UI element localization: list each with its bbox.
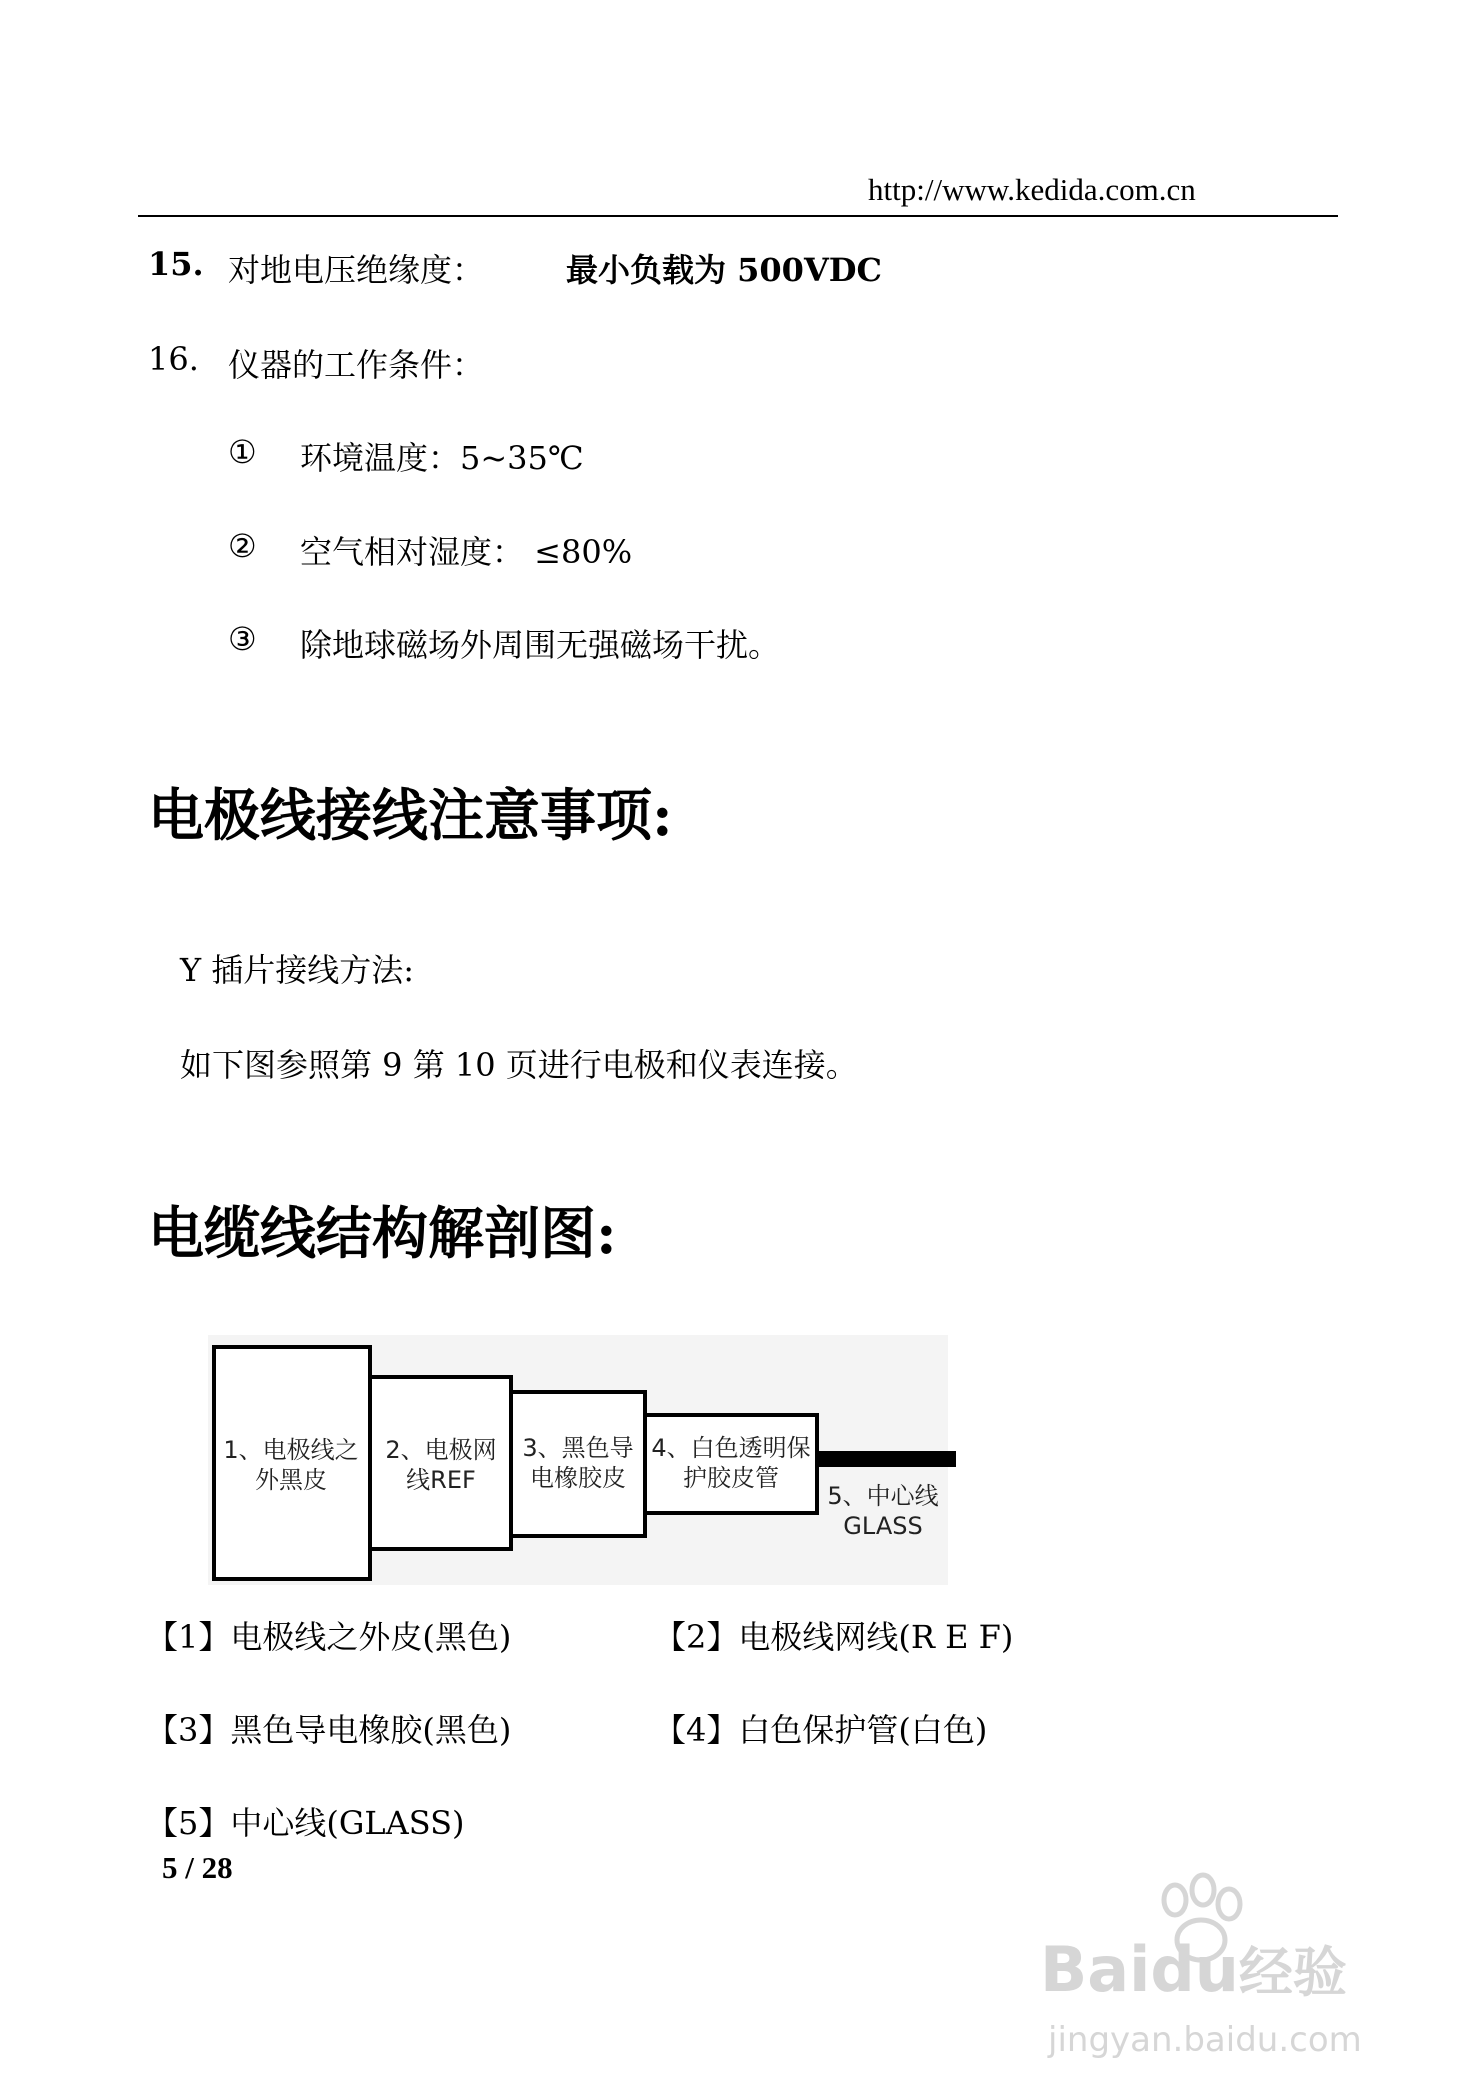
watermark-brand2: du <box>1150 1933 1239 2006</box>
spec-15-number: 15. <box>148 245 204 283</box>
section-heading-wiring: 电极线接线注意事项: <box>148 783 673 849</box>
legend-item-4: 【4】白色保护管(白色) <box>654 1711 988 1749</box>
legend-item-1: 【1】电极线之外皮(黑色) <box>146 1618 512 1656</box>
condition-3-text: 除地球磁场外周围无强磁场干扰。 <box>300 626 781 664</box>
condition-2-mark: ② <box>228 527 257 565</box>
cable-label-5-line2: GLASS <box>843 1512 923 1540</box>
spec-15-label: 对地电压绝缘度： <box>228 251 485 289</box>
condition-3-mark: ③ <box>228 620 257 658</box>
cable-label-1-line2: 外黑皮 <box>255 1466 327 1494</box>
watermark-suffix: 经验 <box>1238 1941 1347 2004</box>
wiring-reference-line: 如下图参照第 9 第 10 页进行电极和仪表连接。 <box>180 1046 858 1084</box>
cable-label-1-line1: 1、电极线之 <box>223 1436 359 1464</box>
baidu-watermark <box>1040 1870 1440 2070</box>
header-url[interactable]: http://www.kedida.com.cn <box>868 172 1196 207</box>
watermark-url: jingyan.baidu.com <box>1048 2020 1362 2060</box>
page-number: 5 / 28 <box>162 1850 233 1885</box>
section-heading-cable-anatomy: 电缆线结构解剖图: <box>148 1201 617 1267</box>
cable-label-4-line1: 4、白色透明保 <box>651 1434 811 1462</box>
condition-1-text: 环境温度：5~35℃ <box>300 439 584 477</box>
cable-label-5 <box>818 1481 948 1541</box>
cable-label-4 <box>647 1433 815 1493</box>
cable-label-2 <box>374 1435 508 1495</box>
cable-diagram <box>208 1335 948 1585</box>
cable-label-3 <box>513 1433 643 1493</box>
condition-1-mark: ① <box>228 433 257 471</box>
legend-item-5: 【5】中心线(GLASS) <box>146 1804 465 1842</box>
cable-label-2-line2: 线REF <box>406 1466 476 1494</box>
legend-item-2: 【2】电极线网线(R E F) <box>654 1618 1014 1656</box>
watermark-brand: Bai <box>1040 1933 1151 2006</box>
legend-item-3: 【3】黑色导电橡胶(黑色) <box>146 1711 512 1749</box>
wiring-method-line: Y 插片接线方法: <box>180 951 415 989</box>
cable-label-2-line1: 2、电极网 <box>385 1436 497 1464</box>
spec-16-label: 仪器的工作条件： <box>228 346 485 384</box>
cable-label-5-line1: 5、中心线 <box>827 1482 939 1510</box>
spec-16-number: 16. <box>148 340 199 378</box>
header-divider <box>138 215 1338 217</box>
cable-label-4-line2: 护胶皮管 <box>683 1464 779 1492</box>
condition-2-text: 空气相对湿度： ≤80% <box>300 533 633 571</box>
cable-label-3-line2: 电橡胶皮 <box>530 1464 626 1492</box>
center-wire-line <box>814 1451 956 1467</box>
cable-label-1 <box>216 1435 366 1495</box>
spec-15-value: 最小负载为 500VDC <box>566 251 882 289</box>
cable-label-3-line1: 3、黑色导 <box>522 1434 634 1462</box>
